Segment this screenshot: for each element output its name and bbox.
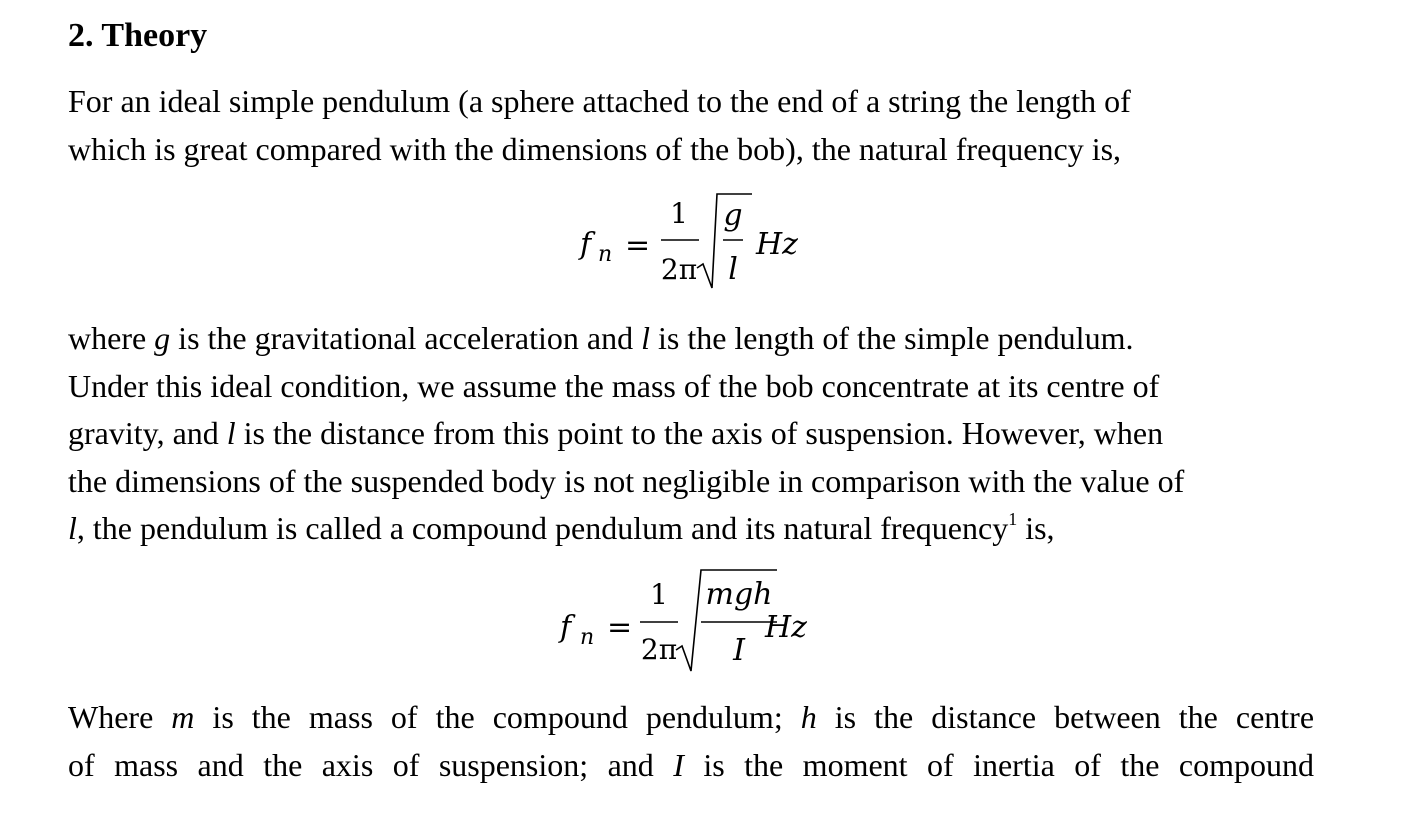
eq1-radicand-denominator: l [728, 252, 738, 287]
equation-compound-pendulum [555, 567, 835, 677]
eq1-subscript: n [598, 242, 613, 267]
eq1-denominator: 2π [660, 253, 698, 286]
section-heading [68, 14, 207, 58]
para3-line2 [68, 747, 1314, 783]
para2-text-f: , the pendulum is called a compound pendulum and its natural frequency [76, 510, 1009, 546]
var-h: h [800, 699, 817, 735]
eq2-lhs: f [560, 610, 572, 645]
para3-text-b: is the mass of the compound pendulum; [194, 699, 801, 735]
para2-line3 [68, 415, 1163, 451]
paragraph-compound-pendulum [68, 315, 1314, 553]
para2-text-d: gravity, and [68, 415, 227, 451]
paragraph-simple-pendulum [68, 78, 1314, 173]
section-title: Theory [101, 17, 208, 54]
eq2-radicand-denominator: I [733, 633, 745, 668]
para3-text-a: Where [68, 699, 172, 735]
var-l: l [641, 320, 650, 356]
var-l: l [68, 510, 77, 546]
para2-line2: Under this ideal condition, we assume the mass of the bob concentrate at its centre of [68, 367, 1160, 404]
para2-text-a: where [68, 320, 155, 356]
equation-simple-pendulum [575, 188, 815, 288]
eq1-lhs: f [580, 227, 592, 262]
eq2-unit: Hz [765, 610, 807, 645]
eq2-subscript: n [580, 625, 595, 650]
para3-text-c: is the distance between the centre [816, 699, 1315, 735]
para2-line4: the dimensions of the suspended body is not negligible in comparison with the value of [68, 462, 1185, 499]
para2-text-c: is the length of the simple pendulum. [649, 320, 1134, 356]
para2-text-e: is the distance from this point to the axis of suspension. However, when [235, 415, 1164, 451]
eq1-equals: = [625, 228, 651, 263]
eq1-radicand-numerator: g [723, 198, 743, 233]
paragraph-variable-definitions [68, 694, 1314, 789]
footnote-marker[interactable]: 1 [1008, 509, 1018, 530]
var-l: l [226, 415, 236, 451]
para2-text-g: is, [1017, 510, 1055, 546]
var-m: m [171, 699, 195, 735]
eq2-equals: = [607, 610, 633, 645]
eq2-radicand-numerator: mgh [705, 577, 773, 612]
section-number: 2. [68, 17, 94, 54]
eq2-numerator: 1 [650, 578, 668, 611]
para2-line5 [68, 510, 1055, 546]
para3-text-e: is the moment of inertia of the compound [683, 746, 1314, 783]
para1-line1: For an ideal simple pendulum (a sphere attached to the end of a string the length of [68, 83, 1131, 119]
para2-line1 [68, 320, 1133, 356]
eq1-unit: Hz [756, 227, 798, 262]
eq1-numerator: 1 [670, 197, 688, 230]
para3-text-d: of mass and the axis of suspension; and [68, 746, 674, 783]
para2-text-b: is the gravitational acceleration and [170, 320, 642, 356]
para1-line2: which is great compared with the dimensions of the bob), the natural frequency is, [68, 130, 1122, 167]
eq2-denominator: 2π [640, 633, 678, 666]
var-g: g [154, 320, 171, 356]
var-I: I [673, 746, 684, 783]
para3-line1 [68, 699, 1314, 735]
